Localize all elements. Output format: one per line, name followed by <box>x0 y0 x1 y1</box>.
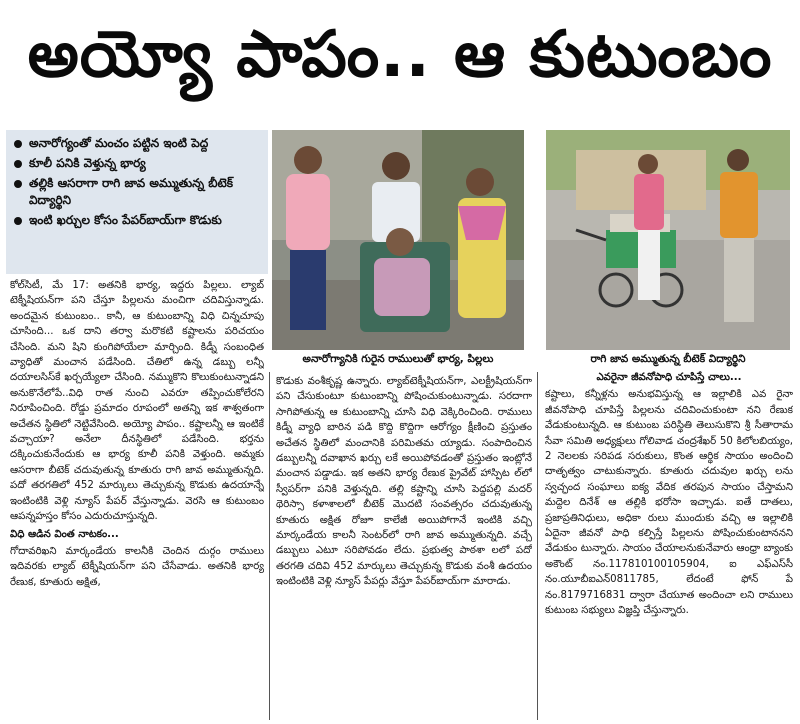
article-column-3 <box>545 368 793 720</box>
article-paragraph: గోదావరిఖని మార్కండేయ కాలనీకి చెందిన దుర్గం రాములు ఇదివరకు ల్యాబ్ టెక్నీషియన్‌గా పని చేసేవాడు. అతనికి భార్య రేణుక, కూతురు అక్షిత, <box>10 545 264 588</box>
article-column-1 <box>10 278 264 722</box>
article-column-2 <box>276 374 532 720</box>
article-paragraph: కోల్‌సిటీ, మే 17: అతనికి భార్య, ఇద్దరు పిల్లలు. ల్యాబ్ టెక్నీషియన్‌గా పని చేస్తూ పిల్లలను మంచిగా చదివిస్తున్నాడు. అందమైన కుటుంబం.. కానీ, ఆ కుటుంబాన్ని విధి చిన్నచూపు చూసింది... ఒక దాని తర్వా మరొకటి కష్టాలను పరిచయం చేసింది. మని షిని కుంగిపోయేలా మార్చింది. కిడ్నీ సంబంధిత వ్యాధితో మంచాన పడేసింది. చేతిలో ఉన్న డబ్బు లన్నీ దయాలసిస్‌కే ఖర్చయ్యేలా చేసింది. నమ్ముకొని కొలుకుంటున్నాడని అనుకొనేలోపే..విధి రాత నుంచి ఎవరూ తప్పించుకోలేరని నిరూపించింది. రోడ్డు ప్రమాదం రూపంలో అతన్ని ఇక శాశ్వతంగా అచేతన స్థితిలో నెట్టివేసింది. అయ్యో పాపం.. కష్టాలన్నీ ఆ ఇంటికే వచ్చాయా? అనేలా దీనస్థితిలో పడేసింది. భర్తను దక్కించుకునేందుకు ఆ భార్య కూలీ పనికి వెళ్తుంది. అమ్మకు ఆసరాగా బీటెక్ చదువుతున్న కూతురు రాగి జావ అమ్ముతున్నది. పదో తరగతిలో 452 మార్కులు తెచ్చుకున్న కొడుకు ఉదయాన్నే ఇంటింటికి వెళ్లి న్యూస్ పేపర్ వేస్తున్నాడు. వెరసి ఆ కుటుంబం ఆపన్నహస్తం కోసం ఎదురుచూస్తున్నది. <box>10 280 264 523</box>
cart-photo <box>546 130 790 350</box>
highlights-box <box>6 130 268 274</box>
headline <box>0 0 800 124</box>
highlight-item: ఇంటి ఖర్చుల కోసం పేపర్‌బాయ్‌గా కొడుకు <box>14 212 260 229</box>
column-divider <box>269 372 270 720</box>
bullet-icon <box>14 217 22 225</box>
bullet-icon <box>14 180 22 188</box>
column-divider <box>537 372 538 720</box>
headline-text: అయ్యో పాపం.. ఆ కుటుంబం <box>27 17 773 92</box>
highlight-item: కూలీ పనికి వెళ్తున్న భార్య <box>14 155 260 172</box>
bullet-icon <box>14 140 22 148</box>
article-subhead: విధి ఆడిన వింత నాటకం... <box>10 528 119 540</box>
highlight-item: అనారోగ్యంతో మంచం పట్టిన ఇంటి పెద్ద <box>14 135 260 152</box>
family-photo <box>272 130 524 350</box>
article-paragraph: కష్టాలు, కన్నీళ్లను అనుభవిస్తున్న ఆ ఇల్లాలికి ఎవ రైనా జీవనోపాధి చూపిస్తే పిల్లలను చదివించుకుంటా నని రేణుక వేడుకుంటున్నది. ఆ కుటుంబ పరిస్థితి తెలుసుకొని శ్రీ సీతారామ సేవా సమితి అధ్యక్షులు గోలివాడ చంద్రశేఖర్ 50 కిలోలబియ్యం, 2 నెలలకు సరిపడ సరుకులు, కొంత ఆర్థిక సాయం అందించి దాతృత్వం చాటుకున్నారు. కూతురు చదువుల ఖర్చు లను స్వచ్ఛంద సంఘాలు ఐక్య వేదిక తరపున సాయం చేస్తామని మద్దెల దినేశ్ ఆ తల్లికి భరోసా ఇచ్చాడు. ఐతే దాతలు, ప్రజాప్రతినిధులు, అధికా రులు ముందుకు వచ్చి ఆ ఇల్లాలికి ఏదైనా జీవనో పాధి కల్పిస్తే పిల్లలను పోషించుకుంటాననని వేడుకుం టున్నారు. సాయం చేయాలనుకునేవారు ఆంధ్రా బ్యాంకు అకౌంట్ నం.117810100105904, ఐ ఎఫ్‌ఎస్‌సీ నం.యూబీఐఎన్0811785, లేదంటే ఫోన్ పే నం.8179716831 ద్వారా చేయూత అందించా లని రాములు కుటుంబ సభ్యులు విజ్ఞప్తి చేస్తున్నారు. <box>545 389 793 617</box>
article-paragraph: కొడుకు వంశీకృష్ణ ఉన్నారు. ల్యాబ్‌టెక్నీషియన్‌గా, ఎలక్ట్రీషియన్‌గా పని చేసుకుంటూ కుటుంబాన్ని పోషించుకుంటున్నాడు. సరదాగా సాగిపోతున్న ఆ కుటుంబాన్ని చూసి విధి వెక్కిరించింది. రాములు కిడ్నీ వ్యాధి బారిన పడి కొద్ది కొద్దిగా ఆరోగ్యం క్షీణించి ప్రస్తుతం అచేతన స్థితిలో మంచానికి పరిమితమ య్యాడు. సంపాదించిన డబ్బులన్నీ దవాఖాన ఖర్చు లకే అయిపోవడంతో ప్రస్తుతం ఇంట్లోనే మంచాన పడ్డాడు. ఇక అతని భార్య రేణుక ప్రైవేట్ హాస్పిట ల్‌లో స్వీపర్‌గా పనికి వెళ్తున్నది. తల్లి కష్టాన్ని చూసి పెద్దపల్లి మదర్ థెరిస్సా కళాశాలలో బీటెక్ మొదటి సంవత్సరం చదువుతున్న కూతురు అక్షిత రోజూ కాలేజీ అయిపోగానే ఇంటికి వచ్చి మార్కండేయ కాలనీ సెంటర్‌లో రాగి జావ అమ్ముతున్నది. వచ్చే డబ్బులు ఎటూ సరిపోవడం లేదు. ప్రభుత్వ పాఠశా లలో పదో తరగతి చదివి 452 మార్కులు తెచ్చుకున్న కొడుకు వంశీ ఉదయం ఇంటింటికి వెళ్లి న్యూస్ పేపర్లు వేస్తూ పేపర్‌బాయ్‌గా మారాడు. <box>276 376 532 588</box>
highlight-item: తల్లికి ఆసరాగా రాగి జావ అమ్ముతున్న బీటెక్ విద్యార్థిని <box>14 175 260 209</box>
article-subhead: ఎవరైనా జీవనోపాధి చూపిస్తే చాలు... <box>596 372 742 383</box>
cart-photo-caption: రాగి జావ అమ్ముతున్న బీటెక్ విద్యార్థిని <box>590 353 746 365</box>
bullet-icon <box>14 160 22 168</box>
family-photo-caption: అనారోగ్యానికి గురైన రాములుతో భార్య, పిల్లలు <box>302 353 494 365</box>
